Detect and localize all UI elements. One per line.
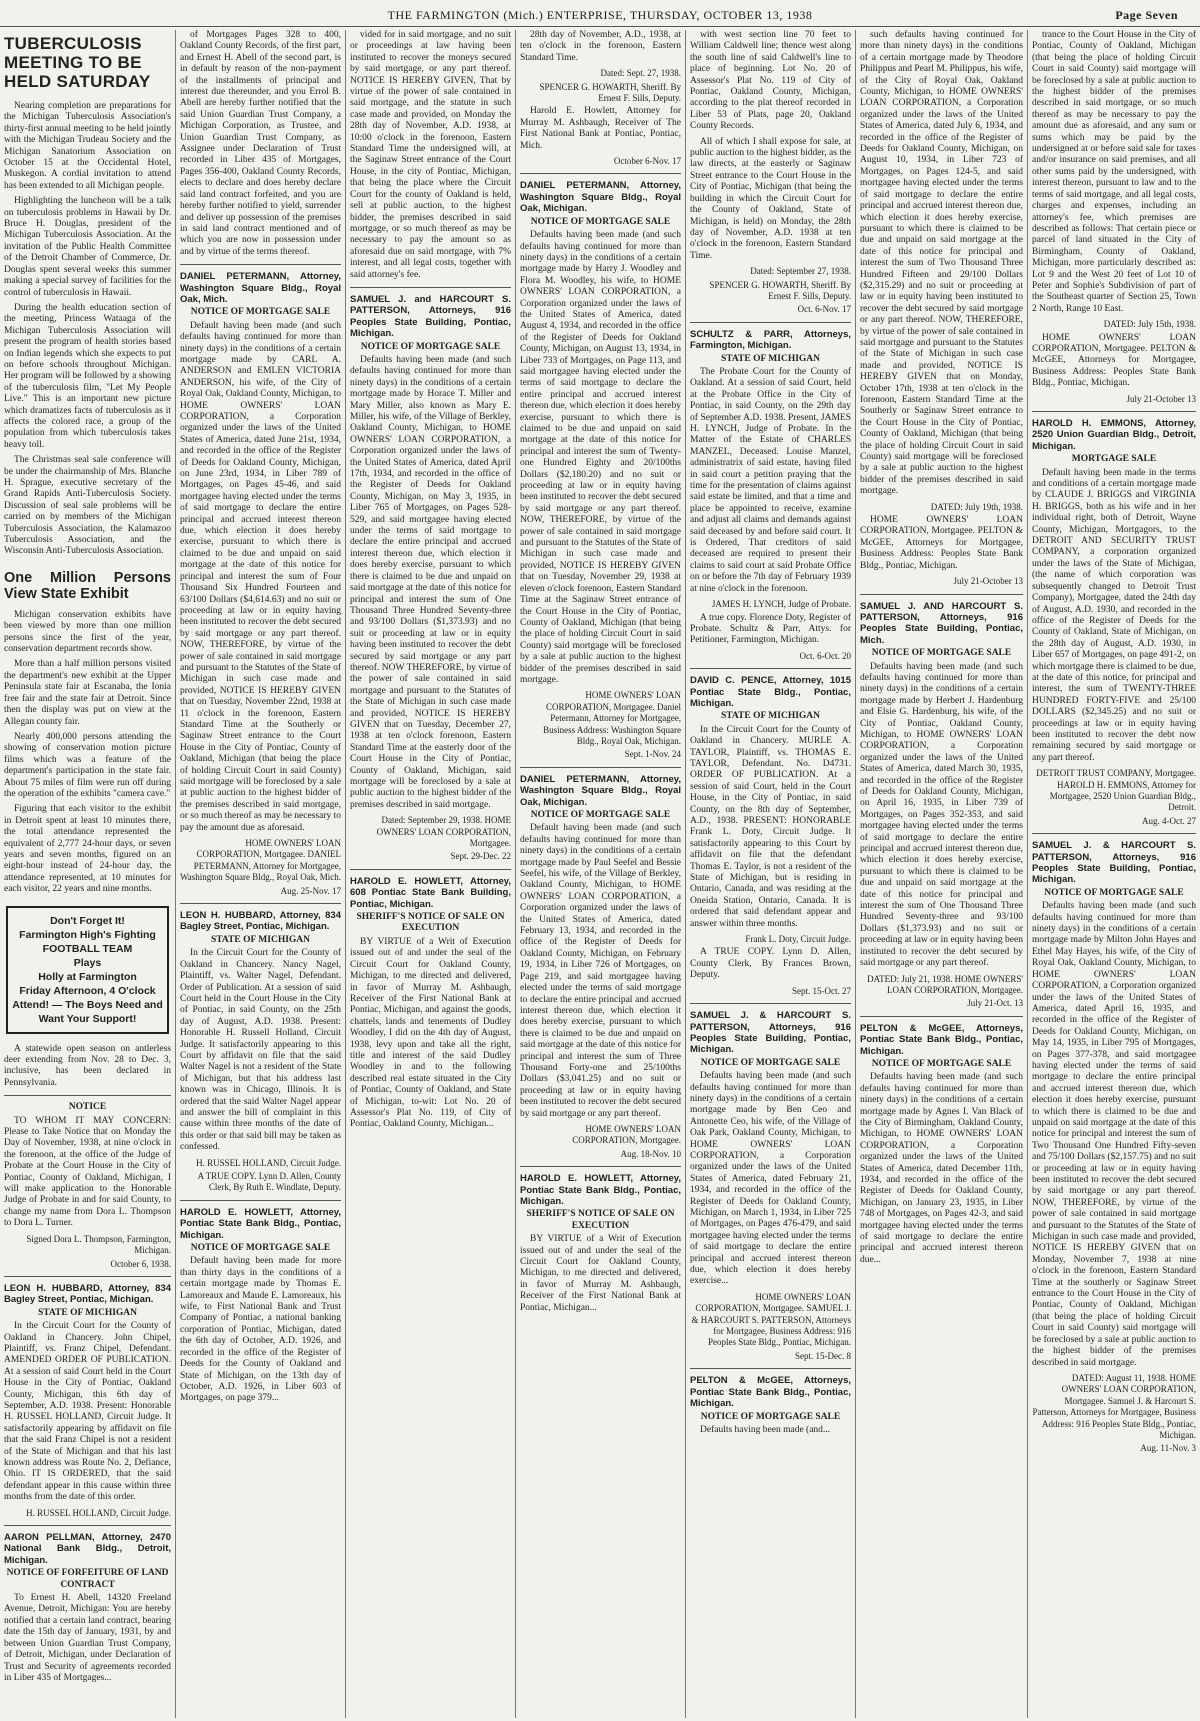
date-line: Aug. 11-Nov. 3 (1140, 1443, 1196, 1454)
article-paragraph: The Christmas seal sale conference will be under the chairmanship of Mrs. Blanche H. Sprague, executive secretary of the Grand Rapids Anti-Tuberculosis Society. Discussion of seal sale problems will be carried on by members of the Michigan Tuberculosis Association, the Kalamazoo Tuberculosis Association, and the Wisconsin Anti-Tuberculosis Association. (4, 455, 171, 557)
legal-heading: NOTICE OF MORTGAGE SALE (190, 1243, 331, 1254)
date-line: DATED: July 15th, 1938. (1103, 319, 1196, 330)
legal-text: trance to the Court House in the City of Pontiac, County of Oakland, Michigan (that being the place of holding Circuit Court in said County) said mortgage will be foreclosed by a sale at public auction to the highest bidder of the premises described in said mortgage, or so much thereof as may be necessary to pay the amount due as aforesaid, and any sum or sums which may be paid by the undersigned at or before said sale for taxes and/or insurance on said premises, and all other sums paid by the undersigned, with interest thereon, pursuant to law and to the terms of said mortgage, and all legal costs, charges and expenses, including an attorney's fee, which premises are described as follows: That certain piece or parcel of land situated in the City of Birmingham, County of Oakland, Michigan, more particularly described as: Lot 9 and the West 20 feet of Lot 10 of Peter and Sophie's Subdivision of part of the Southeast quarter of Section 25, Town 2 North, Range 10 East. (1032, 30, 1196, 314)
ad-line: Holly at Farmington (38, 970, 137, 983)
ad-line: Don't Forget It! (50, 914, 125, 927)
attorney-heading: SAMUEL J. & HARCOURT S. PATTERSON, Attorneys, 916 Peoples State Building, Pontiac, Michigan. (690, 1010, 851, 1056)
ad-line: Attend! — The Boys Need and Want Your Support! (12, 998, 163, 1025)
legal-heading: NOTICE OF MORTGAGE SALE (1044, 887, 1184, 898)
column-4 (515, 30, 685, 1718)
legal-text: Defaults having been made (and... (700, 1424, 831, 1435)
column-3 (345, 30, 515, 1718)
divider (690, 1368, 851, 1369)
column-5 (685, 30, 855, 1718)
signature: Signed Dora L. Thompson, Farmington, Michigan. (26, 1233, 171, 1256)
legal-text: In the Circuit Court for the County of Oakland in Chancery. Nancy Nagel, Plaintiff, vs. Walter Nagel, Defendant. Order of Publication. At a session of said Court held in the Court House in the City of Pontiac, in said County, on the 25th day of August, A.D. 1938. Present: Honorable H. Russell Holland, Circuit Judge. It satisfactorily appearing to this Court by affidavit on file that the said Walter Nagel is not a resident of the State of Michigan, but that his address last known was in Chicago, Illinois. It is ordered that the said Walter Nagel appear and answer the bill of complaint in this cause within three months of the date of this order or that said bill may be taken as confessed. (180, 948, 341, 1153)
legal-heading: STATE OF MICHIGAN (720, 353, 821, 364)
legal-text: such defaults having continued for more than ninety days) in the conditions of a certain mortgage made by Theodore Philippus and Pearl M. Philippus, his wife, of the City of Royal Oak, Oakland County, Michigan, to HOME OWNERS' LOAN CORPORATION, a Corporation organized under the laws of the United States of America, dated July 6, 1934, and recorded in the office of the Register of Deeds for Oakland County, Michigan, on August 10, 1934, in Liber 723 of Mortgages, on Pages 124-5, and said mortgagee having elected under the terms of said mortgage to declare the entire principal and accrued interest thereon due, which election it does hereby exercise, pursuant to which there is claimed to be due and unpaid on said mortgage at the date of this notice for principal and interest the sum of Two Thousand Three Hundred Fifteen and 29/100 Dollars ($2,315.29) and no suit or proceeding at law or in equity having been instituted to recover the debt secured by said mortgage or any part thereof. NOW, THEREFORE, by virtue of the power of sale contained in said mortgage and pursuant to the Statutes of the State of Michigan in such case made and provided, NOTICE IS HEREBY GIVEN that on Monday, October 17th, 1938 at ten o'clock in the forenoon, Eastern Standard Time at the Southerly or Saginaw Street entrance to the Court House in the City of Pontiac, County of Oakland, Michigan (that being the place of holding Circuit Court in said County) said mortgage will be foreclosed by a sale at public auction to the highest bidder of the premises described in said mortgage. (860, 30, 1023, 497)
true-copy: A TRUE COPY. Lynn D. Allen, County Clerk, By Frances Brown, Deputy. (690, 947, 851, 981)
date-line: Sept. 29-Dec. 22 (450, 851, 511, 862)
legal-text: 28th day of November, A.D., 1938, at ten o'clock in the forenoon, Eastern Standard Time. (520, 30, 681, 63)
legal-text: The Probate Court for the County of Oakland. At a session of said Court, held at the Probate Office in the City of Pontiac, in said County, on the 29th day of September A.D. 1938. Present, JAMES H. LYNCH, Judge of Probate. In the Matter of the Estate of CHARLES MANZEL, Deceased. Louise Manzel, administratrix of said estate, having filed in said court a petition praying that the time for the presentation of claims against said estate be limited, and that a time and place be appointed to receive, examine and adjust all claims and demands against said deceased by and before said court. It is Ordered, That creditors of said deceased are required to present their claims to said court at said Probate Office on or before the 7th day of February 1939 at nine o'clock in the forenoon. (690, 366, 851, 594)
date-line: Aug. 4-Oct. 27 (1142, 815, 1196, 826)
signature: DATED: July 21, 1938. HOME OWNERS' LOAN CORPORATION, Mortgagee. (867, 973, 1023, 995)
divider (860, 1016, 1023, 1017)
exhibit-headline: One Million Persons View State Exhibit (4, 569, 171, 602)
legal-text: of Mortgages Pages 328 to 400, Oakland County Records, of the first part, and Ernest H. Abell of the second part, is in default by reason of the non-payment of the installments of principal and interest due thereunder, and you Errol B. Abell are hereby further notified that the said Union Guardian Trust Company, a Michigan Corporation, as Trustee, and Union Guardian Trust Company, as Assignee under Declaration of Trust recorded in Liber 435 of Mortgages, Pages 356-400, Oakland County Records, elects to declare and does hereby declare said land contract forfeited, and you are hereby further notified to yield, surrender and deliver up possession of the premises in said land contract mentioned and of which you are now in possession under and by virtue of the terms thereof. (180, 30, 341, 257)
divider (180, 1200, 341, 1201)
signature: HOME OWNERS' LOAN CORPORATION, Mortgagee. SAMUEL J. & HARCOURT S. PATTERSON, Attorneys for Mortgagee, Business Address: 916 Peoples State Bldg., Pontiac, Michigan. (691, 1291, 851, 1348)
divider (690, 668, 851, 669)
page-number: Page Seven (1115, 8, 1178, 22)
signature: SPENCER G. HOWARTH, Sheriff. By Ernest F. Sills, Deputy. (709, 279, 851, 301)
legal-heading: NOTICE OF MORTGAGE SALE (700, 1411, 841, 1422)
ad-line: Farmington High's Fighting FOOTBALL TEAM (19, 928, 156, 955)
attorney-heading: PELTON & McGEE, Attorneys, Pontiac State Bank Bldg., Pontiac, Michigan. (690, 1375, 851, 1410)
signature: HOME OWNERS' LOAN CORPORATION, Mortgagee. (572, 1123, 681, 1146)
legal-heading: NOTICE OF FORFEITURE OF LAND CONTRACT (6, 1568, 169, 1590)
divider (690, 1003, 851, 1004)
legal-text: Defaults having been made (and such defaults having continued for more than ninety days) in the conditions of a certain mortgage made by Horace T. Miller and Mary Miller, also known as Mary E. Miller, his wife, of the Village of Berkley, Oakland County, Michigan, to HOME OWNERS' LOAN CORPORATION, a Corporation organized under the laws of the United States of America, dated April 17th, 1934, and recorded in the office of the Register of Deeds for Oakland County, Michigan, on May 3, 1935, in Liber 765 of Mortgages, on Pages 528-529, and said mortgagee having elected under the terms of said mortgage to declare the entire principal and accrued interest thereon due, which election it does hereby exercise, pursuant to which there is claimed to be due and unpaid on said mortgage at the date of this notice for principal and interest the sum of One Thousand Three Hundred Seventy-three and 93/100 Dollars ($1,373.93) and no suit or proceeding at law or in equity having been instituted to recover the debt secured by said mortgage or any part thereof. NOW THEREFORE, by virtue of the power of sale contained in said mortgage and pursuant to the Statutes of the State of Michigan in such case made and provided, NOTICE IS HEREBY GIVEN that on Tuesday, December 27, 1938 at ten o'clock forenoon, Eastern Standard Time at the easterly door of the Court House in the City of Pontiac, County of Oakland, Michigan, said mortgage will be foreclosed by a sale at public auction to the highest bidder of the premises described in said mortgage. (350, 354, 511, 810)
legal-heading: NOTICE OF MORTGAGE SALE (190, 307, 331, 318)
article-paragraph: Nearly 400,000 persons attending the showing of conservation motion picture films which was a feature of the department's participation in the state fair. About 75 miles of film were run off during the operation of the exhibits "camera cave." (4, 731, 171, 799)
signature: Frank L. Doty, Circuit Judge. (745, 934, 851, 945)
attorney-heading: HAROLD E. HOWLETT, Attorney, 608 Pontiac State Bank Building, Pontiac, Michigan. (350, 875, 511, 910)
attorney-heading: SAMUEL J. and HARCOURT S. PATTERSON, Attorneys, 916 Peoples State Building, Pontiac, Michigan. (350, 293, 511, 340)
signature: Dated: September 29, 1938. HOME OWNERS' LOAN CORPORATION, Mortgagee. (376, 815, 511, 849)
signature: SPENCER G. HOWARTH, Sheriff. By Ernest F. Sills, Deputy. (539, 81, 681, 104)
legal-text: Defaults having been made (and such defaults having continued for more than ninety days) in the conditions of a certain mortgage made by Harry J. Woodley and Flora M. Woodley, his wife, to HOME OWNERS' LOAN CORPORATION, a Corporation organized under the laws of the United States of America, dated August 4, 1934, and recorded in the office of the Register of Deeds for Oakland County, Michigan, on August 13, 1934, in Liber 733 of Mortgages, on Page 113, and said mortgagee having elected under the terms of said mortgage to declare the entire principal and accrued interest thereon due, which election it does hereby exercise, pursuant to which there is claimed to be due and unpaid on said mortgage at the date of this notice for principal and interest the sum of Twenty-one Hundred Eighty and 20/100ths Dollars ($2,180.20) and no suit or proceeding at law or in equity having been instituted to recover the debt secured by said mortgage or any part thereof. NOW, THEREFORE, by virtue of the power of sale contained in said mortgage and pursuant to the Statutes of the State of Michigan in such case made and provided, NOTICE IS HEREBY GIVEN that on Tuesday, November 29, 1938 at eleven o'clock forenoon, Eastern Standard Time at the Saginaw Street entrance of the Court House in the City of Pontiac, County of Oakland, Michigan (that being the place of holding Circuit Court in said County) said mortgage will be foreclosed by a sale at public auction to the highest bidder of the premises described in said mortgage. (520, 230, 681, 685)
notice-title: NOTICE (68, 1102, 107, 1113)
tuberculosis-headline: TUBERCULOSIS MEETING TO BE HELD SATURDAY (4, 34, 151, 91)
legal-heading: MORTGAGE SALE (1071, 454, 1157, 465)
signature: HOME OWNERS' LOAN CORPORATION, Mortgagee. Daniel Petermann, Attorney for Mortgagee, Business Address: Washington Square Bldg., Royal Oak, Michigan. (543, 690, 681, 746)
football-ad-box (6, 906, 169, 1034)
legal-heading: NOTICE OF MORTGAGE SALE (360, 341, 501, 352)
date-line: DATED: July 19th, 1938. (930, 501, 1023, 512)
date-line: Dated: Sept. 27, 1938. (600, 68, 681, 79)
legal-text: To Ernest H. Abell, 14320 Freeland Avenue, Detroit, Michigan: You are hereby notified that a certain land contract, bearing date the 15th day of January, 1931, by and between Union Guardian Trust Company, of Detroit, Michigan, under Declaration of Trust and Security of agreements recorded in Liber 435 of Mortgages... (4, 1593, 171, 1683)
legal-text: Defaults having been made (and such defaults having continued for more than ninety days) in the conditions of a certain mortgage made by Agnes I. Van Black of the City of Birmingham, Oakland County, Michigan, to HOME OWNERS' LOAN CORPORATION, a Corporation organized under the laws of the United States of America, dated December 11th, 1934, and recorded in the office of the Register of Deeds for Oakland County, Michigan, on January 23, 1935, in Liber 748 of Mortgages, on Pages 42-3, and said mortgagee having elected under the terms of said mortgage to declare the entire principal and accrued interest thereon due... (860, 1072, 1023, 1265)
legal-text: Default having been made in the terms and conditions of a certain mortgage made by CLAUDE J. BRIGGS and VIRGINIA H. BRIGGS, both as his wife and in her individual right, both of Detroit, Wayne County, Michigan, Mortgagors, to the DETROIT AND SECURITY TRUST COMPANY, a corporation organized under the laws of the State of Michigan, (the name of which corporation was subsequently changed to Detroit Trust Company), Mortgagee, dated the 24th day of August, A.D. 1930, and recorded in the office of the Register of Deeds for the County of Oakland, State of Michigan, on the 28th day of August, A.D. 1930, in Liber 657 of Mortgages, on page 491-2, on which mortgage there is claimed to be due, at the date of this notice, for principal and interest, the sum of TWENTY-THREE HUNDRED FORTY-FIVE and 25/100 DOLLARS ($2,345.25) and no suit or proceedings at law or in equity having been instituted to recover the debt now remaining secured by said mortgage or any part thereof. (1032, 467, 1196, 763)
legal-text: Defaults having been made (and such defaults having continued for more than ninety days) in the conditions of a certain mortgage made by Ben Ceo and Antonette Ceo, his wife, of the Village of Oak Park, Oakland County, Michigan, to HOME OWNERS' LOAN CORPORATION, a Corporation organized under the laws of the United States of America, dated February 21, 1934, and recorded in the office of the Register of Deeds for Oakland County, Michigan, on March 1, 1934, in Liber 725 of Mortgages, on Pages 476-479, and said mortgagee having elected under the terms of said mortgage to declare the entire principal and accrued interest thereon due, which election it does hereby exercise... (690, 1071, 851, 1287)
divider (350, 869, 511, 870)
attorney-heading: SCHULTZ & PARR, Attorneys, Farmington, Michigan. (690, 328, 851, 352)
legal-text: All of which I shall expose for sale, at public auction to the highest bidder, as the law directs, at the easterly or Saginaw Street entrance to the Court House in the City of Pontiac, Michigan (that being the building in which the Circuit Court for the County of Oakland, State of Michigan, is held) on Monday, the 28th day of November, A.D. 1938 at ten o'clock in the forenoon, Eastern Standard Time. (690, 136, 851, 261)
divider (520, 1166, 681, 1167)
date-line: Aug. 25-Nov. 17 (280, 885, 341, 896)
date-line: Sept. 15-Oct. 27 (792, 985, 851, 996)
attorney-heading: HAROLD E. HOWLETT, Attorney, Pontiac State Bank Bldg., Pontiac, Michigan. (520, 1173, 681, 1207)
attorney-heading: DANIEL PETERMANN, Attorney, Washington Square Bldg., Royal Oak, Michigan. (520, 180, 681, 215)
attorney-heading: HAROLD E. HOWLETT, Attorney, Pontiac State Bank Bldg., Pontiac, Michigan. (180, 1206, 341, 1241)
legal-text: Default having been made (and such defaults having continued for more than ninety days) in the conditions of a certain mortgage made by CARL A. ANDERSON and EMLEN VICTORIA ANDERSON, his wife, of the City of Royal Oak, Oakland County, Michigan, to HOME OWNERS' LOAN CORPORATION, a Corporation organized under the laws of the United States of America, dated June 21st, 1934, and recorded in the office of the Register of Deeds for Oakland County, Michigan, on June 23rd, 1934, in Liber 789 of Mortgages, on Pages 45-46, and said mortgagee having elected under the terms of said mortgage to declare the entire principal and accrued interest thereon due, which election it does hereby exercise, pursuant to which there is claimed to be due and unpaid on said mortgage at the date of this notice for principal and interest the sum of Four Thousand Six Hundred Fourteen and 63/100 Dollars ($4,614.63) and no suit or proceeding at law or in equity having been instituted to recover the debt secured by said mortgage or any part thereof. NOW, THEREFORE, by virtue of the power of sale contained in said mortgage and pursuant to the Statutes of the State of Michigan in such case made and provided, NOTICE IS HEREBY GIVEN that on Tuesday, November 22nd, 1938 at 11 o'clock in the forenoon, Eastern Standard Time at the Southerly or Saginaw Street entrance to the Court House in the City of Pontiac, County of Oakland, Michigan (that being the place of holding Circuit Court in said County) said mortgage will be foreclosed by a sale at public auction to the highest bidder of the premises described in said mortgage, or so much thereof as may be necessary to pay the amount due as aforesaid. (180, 320, 341, 833)
article-paragraph: More than a half million persons visited the department's new exhibit at the Upper Peninsula state fair at Escanaba, the Ionia free fair and the state fair at Detroit. Since then the display was put on view at the Allegan county fair. (4, 659, 171, 727)
column-6 (855, 30, 1027, 1718)
signature: H. RUSSEL HOLLAND, Circuit Judge. (26, 1507, 171, 1518)
divider (860, 594, 1023, 595)
attorney-heading: SAMUEL J. & HARCOURT S. PATTERSON, Attorneys, 916 Peoples State Building, Pontiac, Michigan. (1032, 840, 1196, 886)
divider (520, 767, 681, 768)
newspaper-title: THE FARMINGTON (Mich.) ENTERPRISE, THURSDAY, OCTOBER 13, 1938 (387, 8, 813, 22)
legal-heading: NOTICE OF MORTGAGE SALE (871, 1058, 1012, 1069)
legal-heading: NOTICE OF MORTGAGE SALE (530, 216, 671, 227)
legal-text: Harold E. Howlett, Attorney for Murray M. Ashbaugh, Receiver of The First National Bank at Pontiac, Pontiac, Mich. (520, 106, 681, 151)
signature: HOME OWNERS' LOAN CORPORATION, Mortgagee. PELTON & McGEE, Attorneys for Mortgagee, Business Address: Peoples State Bank Bldg., Pontiac, Michigan. (860, 515, 1023, 571)
divider (4, 1276, 171, 1277)
date-line: Oct. 6-Oct. 20 (799, 650, 851, 661)
article-paragraph: Michigan conservation exhibits have been viewed by more than one million persons since the first of the year, conservation department records show. (4, 609, 171, 655)
date-line: Oct. 6-Nov. 17 (797, 304, 851, 315)
legal-text: Defaults having been made (and such defaults having continued for more than ninety days) in the conditions of a certain mortgage made by Milton John Hayes and Ethel May Hayes, his wife, of the City of Royal Oak, Oakland County, Michigan, to HOME OWNERS' LOAN CORPORATION, a Corporation organized under the laws of the United States of America, dated April 16, 1935, and recorded in the office of the Register of Deeds for Oakland County, Michigan, on May 14, 1935, in Liber 795 of Mortgages, on Pages 377-378, and said mortgagee having elected under the terms of said mortgage to declare the entire principal and accrued interest thereon due, which election it does hereby exercise, pursuant to which there is claimed to be due and unpaid on said mortgage at the date of this notice for principal and interest the sum of Two Thousand One Hundred Fifty-seven and 75/100 Dollars ($2,157.75) and no suit or proceeding at law or in equity having been instituted to recover the debt secured by said mortgage or any part thereof. NOW, THEREFORE, by virtue of the power of sale contained in said mortgage and pursuant to the Statutes of the State of Michigan in such case made and provided, NOTICE IS HEREBY GIVEN that on Monday, November 7, 1938 at nine o'clock in the forenoon, Eastern Standard Time at the southerly or Saginaw Street entrance to the Court House in the City of Pontiac, County of Oakland, Michigan (that being the place of holding Circuit Court in said County) said mortgage will be foreclosed by a sale at public auction to the highest bidder of the premises described in said mortgage. (1032, 901, 1196, 1368)
signature: DATED: August 11, 1938. HOME OWNERS' LOAN CORPORATION, Mortgagee. Samuel J. & Harcourt S. Patterson, Attorneys for Mortgagee, Business Address: 916 Peoples State Bldg., Pontiac, Michigan. (1032, 1372, 1196, 1440)
attorney-heading: DAVID C. PENCE, Attorney, 1015 Pontiac State Bldg., Pontiac, Michigan. (690, 675, 851, 709)
attorney-heading: DANIEL PETERMANN, Attorney, Washington Square Bldg., Royal Oak, Michigan. (520, 773, 681, 808)
true-copy: A TRUE COPY. Lynn D. Allen, County Clerk, By Ruth E. Windlate, Deputy. (197, 1171, 341, 1193)
legal-heading: NOTICE OF MORTGAGE SALE (700, 1057, 841, 1068)
date-line: Sept. 15-Dec. 8 (795, 1350, 851, 1361)
legal-text: In the Circuit Court for the County of Oakland in Chancery. John Chipel, Plaintiff, vs. Franz Chipel, Defendant. AMENDED ORDER OF PUBLICATION. At a session of said Court held in the Court House in the City of Pontiac, Oakland County, Michigan, this 6th day of September, A.D. 1938. Present: Honorable H. RUSSEL HOLLAND, Circuit Judge. It satisfactorily appearing by affidavit on file that the said Franz Chipel is not a resident of the State of Michigan and that his last known address was Route No. 2, Defiance, Ohio. IT IS ORDERED, that the said defendant appear in this cause within three months from the date of this order. (4, 1321, 171, 1503)
attorney-heading: DANIEL PETERMANN, Attorney, Washington Square Bldg., Royal Oak, Mich. (180, 271, 341, 305)
signature: DETROIT TRUST COMPANY, Mortgagee. HAROLD H. EMMONS, Attorney for Mortgagee, 2520 Union Guardian Bldg., Detroit. (1036, 768, 1196, 813)
date-line: Aug. 18-Nov. 10 (620, 1148, 681, 1159)
date-line: July 21-October 13 (953, 576, 1023, 587)
legal-heading: SHERIFF'S NOTICE OF SALE ON EXECUTION (356, 912, 505, 934)
legal-heading: SHERIFF'S NOTICE OF SALE ON EXECUTION (526, 1209, 675, 1231)
attorney-heading: HAROLD H. EMMONS, Attorney, 2520 Union Guardian Bldg., Detroit, Michigan. (1032, 418, 1196, 452)
article-paragraph: Nearing completion are preparations for the Michigan Tuberculosis Association's thirty-first annual meeting to be held jointly with the Michigan Trudeau Society and the Michigan Sanatorium Association on October 15 at the Occidental Hotel, Muskegon. A cordial invitation to attend has been extended to all Michigan people. (4, 101, 171, 191)
divider (350, 287, 511, 288)
column-1 (0, 30, 175, 1718)
attorney-heading: LEON H. HUBBARD, Attorney, 834 Bagley Street, Pontiac, Michigan. (4, 1282, 171, 1306)
signature: HOME OWNERS' LOAN CORPORATION, Mortgagee. DANIEL PETERMANN, Attorney for Mortgagee, Washington Square Bldg., Royal Oak, Mich. (180, 838, 342, 883)
legal-text: vided for in said mortgage, and no suit or proceedings at law having been instituted to recover the moneys secured by said mortgage, or any part thereof. NOTICE IS HEREBY GIVEN, That by virtue of the power of sale contained in said mortgage, and the statute in such case made and provided, on Monday the 28th day of November, A.D. 1938, at 10:00 o'clock in the forenoon, Eastern Standard Time the undersigned will, at the Saginaw Street entrance of the Court House, in the city of Pontiac, Michigan, that being the place where the Circuit Court for the county of Oakland is held, sell at public auction, to the highest bidder, the premises described in said mortgage, or so much thereof as may be necessary to pay the amount so as aforesaid due on said mortgage, with 7% interest, and all legal costs, together with said attorney's fee. (350, 30, 511, 280)
divider (1032, 833, 1196, 834)
legal-heading: STATE OF MICHIGAN (210, 934, 311, 945)
date-line: October 6-Nov. 17 (613, 156, 681, 167)
legal-heading: NOTICE OF MORTGAGE SALE (871, 648, 1012, 659)
attorney-heading: PELTON & McGEE, Attorneys, Pontiac State Bank Bldg., Pontiac, Michigan. (860, 1022, 1023, 1057)
legal-text: TO WHOM IT MAY CONCERN: Please to Take Notice that on Monday the Day of November, 1938, at nine o'clock in the forenoon, at the office of the Judge of Probate at the Court House in the City of Pontiac, County of Oakland, Michigan, I will make application to the Honorable Judge of Probate in and for said County, to change my name from Dora L. Thompson to Dora L. Turner. (4, 1115, 171, 1229)
date-line: Sept. 1-Nov. 24 (624, 749, 681, 760)
legal-heading: STATE OF MICHIGAN (37, 1307, 138, 1318)
column-2 (175, 30, 345, 1718)
legal-heading: STATE OF MICHIGAN (720, 711, 821, 722)
date-line: July 21-Oct. 13 (967, 998, 1023, 1009)
divider (1032, 411, 1196, 412)
ad-line: Friday Afternoon, 4 O'clock (19, 984, 156, 997)
masthead (0, 0, 1200, 27)
divider (180, 264, 341, 265)
true-copy: A true copy. Florence Doty, Register of Probate. Schultz & Parr, Attys. for Petitioner, Farmington, Michigan. (690, 612, 851, 646)
signature: HOME OWNERS' LOAN CORPORATION, Mortgagee. PELTON & McGEE, Attorneys for Mortgagee, Business Address: Peoples State Bank Bldg., Pontiac, Michigan. (1032, 332, 1196, 389)
legal-text: In the Circuit Court for the County of Oakland in Chancery. MURLE A. TAYLOR, Plaintiff, vs. THOMAS E. TAYLOR, Defendant. No. D4731. ORDER OF PUBLICATION. At a session of said Court, held in the Court House, in the City of Pontiac, in said County, on the 8th day of September, A.D., 1938. PRESENT: HONORABLE Frank L. Doty, Circuit Judge. It satisfactorily appearing to this Court by affidavit on file that the defendant Thomas E. Taylor, is not a resident of the State of Michigan, but is residing in Ontario, Canada, and was residing at the Oneida Station, Ontario, Canada. It is ordered that said defendant appear and answer within three months. (690, 724, 851, 929)
page-columns (0, 30, 1200, 1718)
date-line: October 6, 1938. (110, 1258, 171, 1269)
legal-heading: NOTICE OF MORTGAGE SALE (530, 810, 671, 820)
article-paragraph: Highlighting the luncheon will be a talk on tuberculosis problems in Hawaii by Dr. Bruce H. Douglas, president of the Michigan Tuberculosis Association. At the invitation of the Public Health Committee of the Detroit Chamber of Commerce, Dr. Douglas spent several weeks this summer making a special survey of facilities for the control of tuberculosis in Hawaii. (4, 196, 171, 298)
article-paragraph: Figuring that each visitor to the exhibit in Detroit spent at least 10 minutes there, the total attendance represented the equivalent of 2,777 24-hour days, or seven years and seven months, figured on an eight-hour instead of 24-hour day, the attendance represented, at 10 minutes for each visitor, 22 years and nine months. (4, 804, 171, 895)
legal-text: with west section line 70 feet to William Caldwell line; thence west along the south line of said Caldwell's line to place of beginning. Lot No. 20 of Assessor's Plat No. 119 of City of Pontiac, Oakland County, Michigan, according to the plat thereof recorded in Liber 53 of Plats, page 20, Oakland County Records. (690, 30, 851, 132)
date-line: Dated: September 27, 1938. (750, 266, 851, 277)
legal-text: Default having been made for more than thirty days in the conditions of a certain mortgage made by Thomas E. Lamoreaux and Maude E. Lamoreaux, his wife, to First National Bank and Trust Company of Pontiac, a national banking corporation of Pontiac, Michigan, dated the 6th day of October, A.D. 1926, and recorded in the office of the Register of Deeds for the County of Oakland and State of Michigan, on the 13th day of October, A.D. 1926, in Liber 603 of Mortgages, on page 379... (180, 1256, 341, 1404)
attorney-heading: SAMUEL J. AND HARCOURT S. PATTERSON, Attorneys, 916 Peoples State Building, Pontiac, Mich. (860, 600, 1023, 646)
divider (180, 903, 341, 904)
signature: JAMES H. LYNCH, Judge of Probate. (711, 599, 851, 610)
divider (520, 173, 681, 174)
article-paragraph: A statewide open season on antlerless deer extending from Nov. 28 to Dec. 3, inclusive, has been declared in Pennsylvania. (4, 1043, 171, 1088)
ad-line: Plays (73, 956, 102, 969)
signature: H. RUSSEL HOLLAND, Circuit Judge. (196, 1157, 341, 1168)
legal-text: BY VIRTUE of a Writ of Execution issued out of and under the seal of the Circuit Court for Oakland County, Michigan, to me directed and delivered, in favor of Murray M. Ashbaugh, Receiver of the First National Bank at Pontiac, Michigan, and against the goods, chattels, lands and tenements of Dudley Woodley, I did on the 4th day of August, 1938, levy upon and take all the right, title and interest of the said Dudley Woodley in and to the following described real estate situated in the City of Pontiac, County of Oakland, and State of Michigan, to-wit: Lot No. 20 of Assessor's Plat No. 119, of City of Pontiac, Oakland County, Michigan... (350, 936, 511, 1130)
divider (4, 1095, 171, 1096)
column-7 (1027, 30, 1200, 1718)
divider (690, 322, 851, 323)
legal-text: BY VIRTUE of a Writ of Execution issued out of and under the seal of the Circuit Court for Oakland County, Michigan, to me directed and delivered, in favor of Murray M. Ashbaugh, Receiver of the First National Bank at Pontiac, Michigan... (520, 1234, 681, 1313)
article-paragraph: During the health education section of the meeting, Princess Wataaga of the Michigan Tuberculosis Association will present the program of health stories based on Indian legends which she expects to put on before schools throughout Michigan. Her program will be followed by a showing of the tuberculosis film, "Let My People Live." This is an important new picture which dramatizes facts of tuberculosis as it affects the colored race, a group of the population from which tuberculosis takes heavy toll. (4, 302, 171, 450)
attorney-heading: LEON H. HUBBARD, Attorney, 834 Bagley Street, Pontiac, Michigan. (180, 910, 341, 933)
divider (4, 1525, 171, 1526)
attorney-heading: AARON PELLMAN, Attorney, 2470 National Bank Bldg., Detroit, Michigan. (4, 1532, 171, 1566)
legal-text: Defaults having been made (and such defaults having continued for more than ninety days) in the conditions of a certain mortgage made by Herbert J. Hardenburg and Elsie G. Hardenburg, his wife, of the City of Pontiac, Oakland County, Michigan, to HOME OWNERS' LOAN CORPORATION, a Corporation organized under the laws of the United States of America, dated March 30, 1935, and recorded in the office of the Register of Deeds for Oakland County, Michigan, on April 16, 1935, in Liber 739 of Mortgages, on Pages 352-353, and said mortgagee having elected under the terms of said mortgage to declare the entire principal and accrued interest thereon due, which election it does hereby exercise, pursuant to which there is claimed to be due and unpaid on said mortgage at the date of this notice for principal and interest the sum of One Thousand Three Hundred Seventy-three and 93/100 Dollars ($1,373.93) and no suit or proceeding at law or in equity having been instituted to recover the debt secured by said mortgage or any part thereof. (860, 661, 1023, 969)
legal-text: Default having been made (and such defaults having continued for more than ninety days) in the conditions of a certain mortgage made by Paul Seefel and Bessie Seefel, his wife, of the Village of Berkley, Oakland County, Michigan, to HOME OWNERS' LOAN CORPORATION, a Corporation organized under the laws of the United States of America, dated February 13, 1934, and recorded in the office of the Register of Deeds for Oakland County, Michigan, on February 19, 1934, in Liber 726 of Mortgages, on Page 219, and said mortgagee having elected under the terms of said mortgage to declare the entire principal and accrued interest thereon due, which election it does hereby exercise, pursuant to which there is claimed to be due and unpaid on said mortgage at the date of this notice for principal and interest the sum of Three Thousand Forty-one and 25/100ths Dollars ($3,041.25) and no suit or proceeding at law or in equity having been instituted to recover the debt secured by said mortgage or any part thereof. (520, 823, 681, 1119)
date-line: July 21-October 13 (1126, 393, 1196, 404)
